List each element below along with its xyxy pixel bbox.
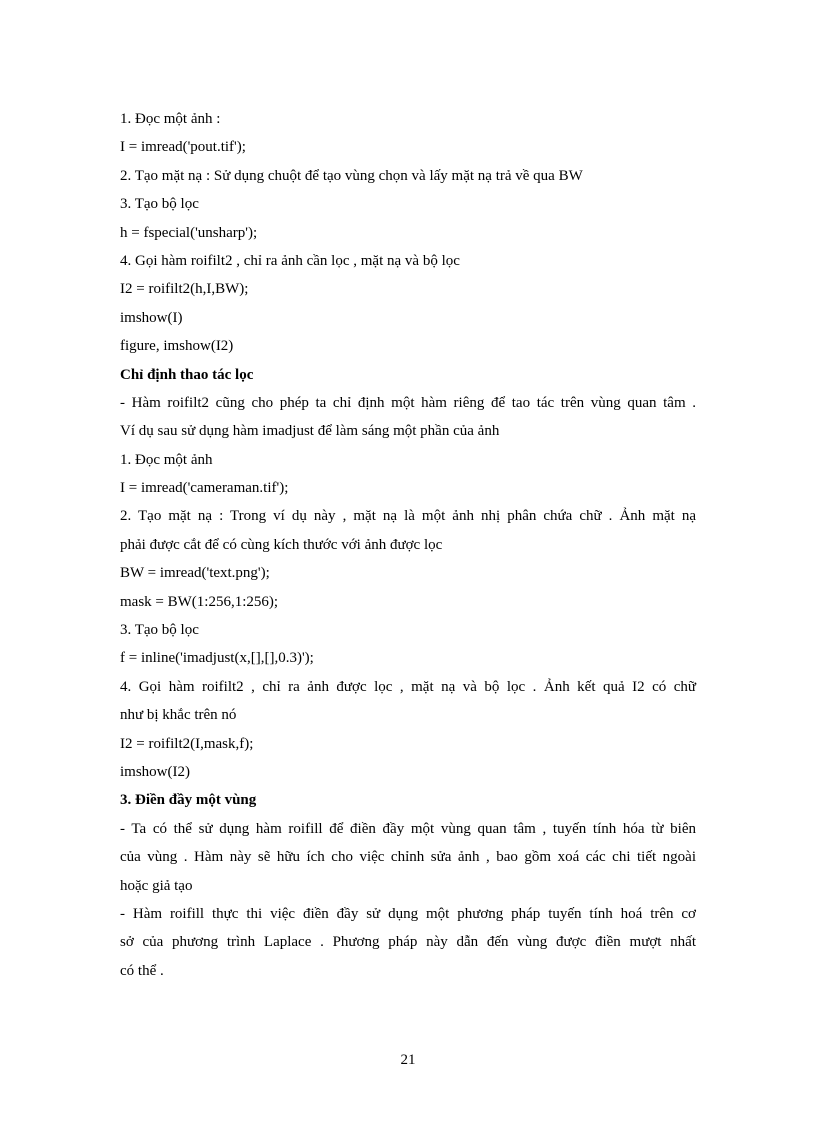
code-line: I2 = roifilt2(I,mask,f); bbox=[120, 735, 254, 752]
document-body bbox=[120, 105, 696, 985]
paragraph-line: có thể . bbox=[120, 962, 164, 979]
page-number: 21 bbox=[400, 1052, 416, 1068]
step-read-image: 1. Đọc một ảnh : bbox=[120, 111, 221, 127]
paragraph-line: như bị khắc trên nó bbox=[120, 707, 237, 724]
code-line: I = imread('cameraman.tif'); bbox=[120, 480, 289, 497]
step-call-roifilt2: 4. Gọi hàm roifilt2 , chỉ ra ảnh được lọc , mặt nạ và bộ lọc . Ảnh kết quả I2 có chữ bbox=[120, 678, 696, 695]
paragraph-line: - Hàm roifill thực thi việc điền đầy sử dụng một phương pháp tuyến tính hoá trên cơ bbox=[120, 905, 696, 922]
code-line: imshow(I) bbox=[120, 309, 183, 326]
paragraph-line: - Hàm roifilt2 cũng cho phép ta chỉ định một hàm riêng để tao tác trên vùng quan tâm . bbox=[120, 394, 696, 411]
code-line: I = imread('pout.tif'); bbox=[120, 139, 246, 156]
code-line: h = fspecial('unsharp'); bbox=[120, 224, 258, 241]
step-call-roifilt2: 4. Gọi hàm roifilt2 , chỉ ra ảnh cần lọc , mặt nạ và bộ lọc bbox=[120, 252, 460, 269]
code-line: f = inline('imadjust(x,[],[],0.3)'); bbox=[120, 650, 314, 667]
step-create-mask: 2. Tạo mặt nạ : Sử dụng chuột để tạo vùng chọn và lấy mặt nạ trả về qua BW bbox=[120, 167, 583, 184]
paragraph-line: của vùng . Hàm này sẽ hữu ích cho việc chỉnh sửa ảnh , bao gồm xoá các chi tiết ngoài bbox=[120, 849, 696, 866]
paragraph-line: phải được cắt để có cùng kích thước với ảnh được lọc bbox=[120, 536, 443, 553]
section-heading-region-fill: 3. Điền đầy một vùng bbox=[120, 792, 257, 809]
step-create-filter: 3. Tạo bộ lọc bbox=[120, 622, 199, 639]
paragraph-line: - Ta có thể sử dụng hàm roifill để điền đầy một vùng quan tâm , tuyến tính hóa từ biên bbox=[120, 820, 696, 837]
code-line: figure, imshow(I2) bbox=[120, 338, 234, 355]
step-create-mask: 2. Tạo mặt nạ : Trong ví dụ này , mặt nạ là một ảnh nhị phân chứa chữ . Ảnh mặt nạ bbox=[120, 508, 696, 525]
step-read-image: 1. Đọc một ảnh bbox=[120, 451, 213, 468]
code-line: BW = imread('text.png'); bbox=[120, 565, 270, 582]
paragraph-line: sở của phương trình Laplace . Phương pháp này dẫn đến vùng được điền mượt nhất bbox=[120, 934, 696, 951]
paragraph-line: hoặc giả tạo bbox=[120, 877, 193, 894]
code-line: mask = BW(1:256,1:256); bbox=[120, 593, 279, 610]
code-line: imshow(I2) bbox=[120, 763, 190, 780]
code-line: I2 = roifilt2(h,I,BW); bbox=[120, 281, 249, 298]
step-create-filter: 3. Tạo bộ lọc bbox=[120, 196, 199, 213]
section-heading-filter-operation: Chỉ định thao tác lọc bbox=[120, 366, 254, 383]
paragraph-line: Ví dụ sau sử dụng hàm imadjust để làm sáng một phần của ảnh bbox=[120, 423, 500, 440]
